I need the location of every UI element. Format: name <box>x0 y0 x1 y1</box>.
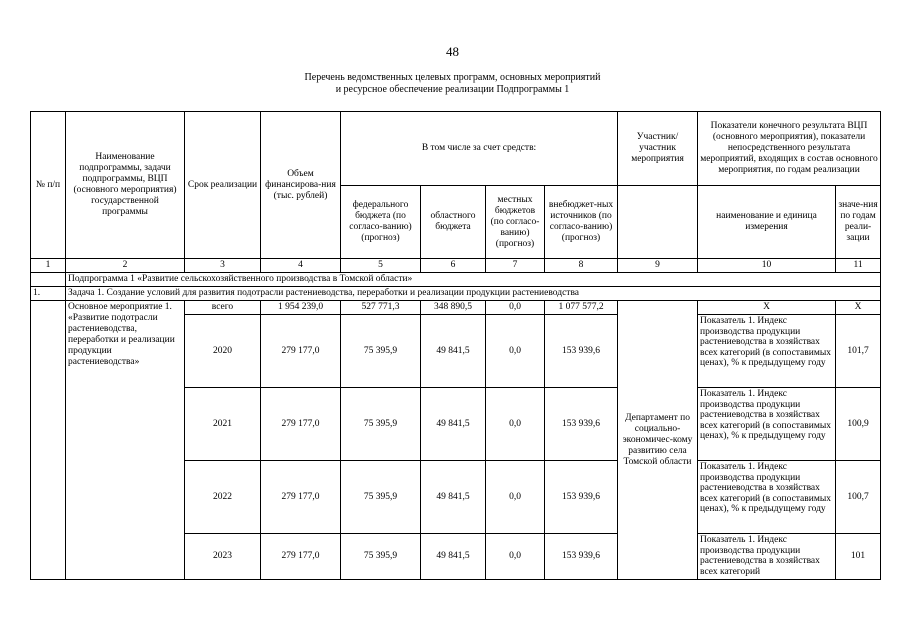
task-num: 1. <box>31 287 66 301</box>
header-ind-values: значе-ния по годам реали-зации <box>836 186 881 259</box>
col-number: 11 <box>836 259 881 273</box>
col-number: 4 <box>261 259 341 273</box>
header-name: Наименование подпрограммы, задачи подпрограммы, ВЦП (основного мероприятия) государственной программы <box>66 112 185 259</box>
header-ind-name: наименование и единица измерения <box>698 186 836 259</box>
header-term: Срок реализации <box>185 112 261 259</box>
row-federal: 75 395,9 <box>341 315 421 388</box>
row-federal: 75 395,9 <box>341 388 421 461</box>
title-line-2: и ресурсное обеспечение реализации Подпрограммы 1 <box>335 84 570 95</box>
col-number: 5 <box>341 259 421 273</box>
header-including: В том числе за счет средств: <box>341 112 618 186</box>
col-number: 10 <box>698 259 836 273</box>
row-extra: 153 939,6 <box>545 534 618 580</box>
header-participant: Участник/ участник мероприятия <box>618 112 698 186</box>
document-title <box>0 72 905 96</box>
col-number: 2 <box>66 259 185 273</box>
row-volume: 279 177,0 <box>261 388 341 461</box>
page-number: 48 <box>446 44 459 59</box>
row-indicator-value: 101,7 <box>836 315 881 388</box>
subprogram-row <box>31 273 881 287</box>
header-regional: областного бюджета <box>421 186 486 259</box>
row-regional: 49 841,5 <box>421 534 486 580</box>
subprogram-num <box>31 273 66 287</box>
row-local: 0,0 <box>486 534 545 580</box>
col-number: 3 <box>185 259 261 273</box>
measure-num <box>31 301 66 580</box>
row-indicator-value: 100,7 <box>836 461 881 534</box>
col-number: 1 <box>31 259 66 273</box>
row-local: 0,0 <box>486 461 545 534</box>
column-numbers-row <box>31 259 881 273</box>
row-indicator-value: 101 <box>836 534 881 580</box>
header-row-1 <box>31 112 881 186</box>
row-local: 0,0 <box>486 315 545 388</box>
header-extra: внебюджет-ных источников (по согласо-ванию) (прогноз) <box>545 186 618 259</box>
task-row <box>31 287 881 301</box>
row-indicator: Показатель 1. Индекс производства продукции растениеводства в хозяйствах всех категорий <box>698 534 836 580</box>
row-federal: 75 395,9 <box>341 461 421 534</box>
col-number: 8 <box>545 259 618 273</box>
program-table <box>30 111 881 580</box>
total-ind-value: X <box>836 301 881 315</box>
row-indicator-value: 100,9 <box>836 388 881 461</box>
col-number: 6 <box>421 259 486 273</box>
header-participant-empty <box>618 186 698 259</box>
row-extra: 153 939,6 <box>545 461 618 534</box>
row-indicator: Показатель 1. Индекс производства продукции растениеводства в хозяйствах всех категорий (в сопоставимых ценах), % к предыдущему году <box>698 388 836 461</box>
row-volume: 279 177,0 <box>261 534 341 580</box>
col-number: 7 <box>486 259 545 273</box>
row-regional: 49 841,5 <box>421 461 486 534</box>
row-year: 2021 <box>185 388 261 461</box>
total-federal: 527 771,3 <box>341 301 421 315</box>
total-volume: 1 954 239,0 <box>261 301 341 315</box>
total-extra: 1 077 577,2 <box>545 301 618 315</box>
col-number: 9 <box>618 259 698 273</box>
header-indicators: Показатели конечного результата ВЦП (основного мероприятия), показатели непосредственного результата мероприятий, входящих в состав основного мероприятия, по годам реализации <box>698 112 881 186</box>
header-num: № п/п <box>31 112 66 259</box>
row-extra: 153 939,6 <box>545 388 618 461</box>
total-local: 0,0 <box>486 301 545 315</box>
row-indicator: Показатель 1. Индекс производства продукции растениеводства в хозяйствах всех категорий (в сопоставимых ценах), % к предыдущему году <box>698 315 836 388</box>
total-row <box>31 301 881 315</box>
measure-name: Основное мероприятие 1. «Развитие подотрасли растениеводства, переработки и реализации продукции растениеводства» <box>66 301 185 580</box>
row-regional: 49 841,5 <box>421 388 486 461</box>
row-volume: 279 177,0 <box>261 315 341 388</box>
subprogram-title: Подпрограмма 1 «Развитие сельскохозяйственного производства в Томской области» <box>66 273 881 287</box>
row-volume: 279 177,0 <box>261 461 341 534</box>
total-ind-name: X <box>698 301 836 315</box>
row-regional: 49 841,5 <box>421 315 486 388</box>
title-line-1: Перечень ведомственных целевых программ, основных мероприятий <box>304 72 601 83</box>
total-term: всего <box>185 301 261 315</box>
row-year: 2020 <box>185 315 261 388</box>
row-year: 2022 <box>185 461 261 534</box>
row-federal: 75 395,9 <box>341 534 421 580</box>
header-volume: Объем финансирова-ния (тыс. рублей) <box>261 112 341 259</box>
row-extra: 153 939,6 <box>545 315 618 388</box>
header-federal: федерального бюджета (по согласо-ванию) (прогноз) <box>341 186 421 259</box>
total-regional: 348 890,5 <box>421 301 486 315</box>
row-year: 2023 <box>185 534 261 580</box>
measure-participant: Департамент по социально-экономичес-кому развитию села Томской области <box>618 301 698 580</box>
row-local: 0,0 <box>486 388 545 461</box>
task-title: Задача 1. Создание условий для развития подотрасли растениеводства, переработки и реализации продукции растениеводства <box>66 287 881 301</box>
row-indicator: Показатель 1. Индекс производства продукции растениеводства в хозяйствах всех категорий (в сопоставимых ценах), % к предыдущему году <box>698 461 836 534</box>
header-local: местных бюджетов (по согласо-ванию) (прогноз) <box>486 186 545 259</box>
